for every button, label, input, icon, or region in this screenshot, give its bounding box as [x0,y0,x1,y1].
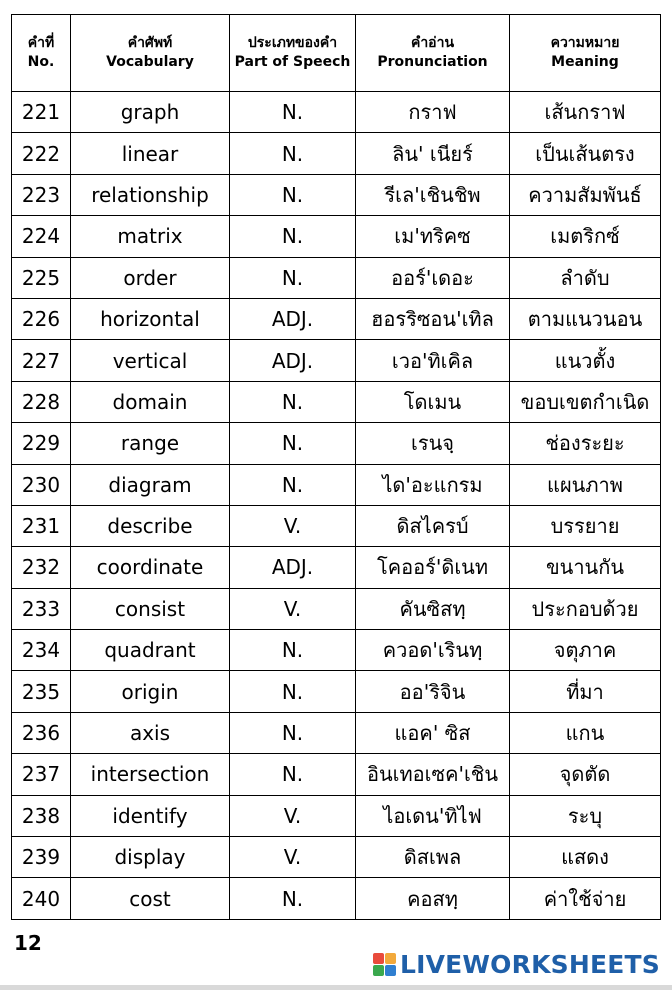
cell-pronunciation: คอสทฺ [356,878,510,919]
cell-number: 228 [12,381,71,422]
table-row [12,133,661,174]
cell-pronunciation: ดิสไครบ์ [356,505,510,546]
cell-meaning: บรรยาย [510,505,661,546]
cell-vocabulary: relationship [71,174,230,215]
cell-vocabulary: diagram [71,464,230,505]
cell-vocabulary: axis [71,712,230,753]
table-row [12,505,661,546]
cell-part-of-speech: V. [230,505,356,546]
cell-meaning: แนวตั้ง [510,340,661,381]
cell-pronunciation: เรนจฺ [356,423,510,464]
cell-vocabulary: display [71,837,230,878]
header-no: คำที่ No. [12,15,71,92]
cell-part-of-speech: N. [230,423,356,464]
cell-meaning: แสดง [510,837,661,878]
cell-vocabulary: identify [71,795,230,836]
cell-vocabulary: order [71,257,230,298]
cell-meaning: ช่องระยะ [510,423,661,464]
table-row [12,630,661,671]
table-row [12,712,661,753]
cell-number: 234 [12,630,71,671]
cell-meaning: เมตริกซ์ [510,216,661,257]
cell-pronunciation: แอค' ซิส [356,712,510,753]
cell-part-of-speech: N. [230,712,356,753]
cell-part-of-speech: N. [230,381,356,422]
cell-meaning: ระบุ [510,795,661,836]
table-row [12,547,661,588]
cell-number: 221 [12,92,71,133]
cell-number: 225 [12,257,71,298]
cell-number: 223 [12,174,71,215]
cell-part-of-speech: ADJ. [230,340,356,381]
cell-vocabulary: matrix [71,216,230,257]
cell-pronunciation: ได'อะแกรม [356,464,510,505]
cell-meaning: ลำดับ [510,257,661,298]
cell-vocabulary: consist [71,588,230,629]
cell-vocabulary: intersection [71,754,230,795]
cell-meaning: เป็นเส้นตรง [510,133,661,174]
liveworksheets-logo [373,948,660,980]
table-row [12,878,661,919]
cell-number: 224 [12,216,71,257]
cell-part-of-speech: N. [230,216,356,257]
brand-name: LIVEWORKSHEETS [399,949,660,979]
cell-number: 237 [12,754,71,795]
cell-part-of-speech: N. [230,630,356,671]
cell-meaning: ประกอบด้วย [510,588,661,629]
table-row [12,754,661,795]
cell-number: 222 [12,133,71,174]
cell-meaning: เส้นกราฟ [510,92,661,133]
cell-pronunciation: โคออร์'ดิเนท [356,547,510,588]
cell-part-of-speech: N. [230,754,356,795]
cell-meaning: จุดตัด [510,754,661,795]
cell-part-of-speech: N. [230,174,356,215]
cell-part-of-speech: V. [230,837,356,878]
cell-part-of-speech: N. [230,671,356,712]
cell-part-of-speech: V. [230,588,356,629]
cell-number: 232 [12,547,71,588]
cell-meaning: ขอบเขตกำเนิด [510,381,661,422]
cell-pronunciation: อินเทอเซค'เชิน [356,754,510,795]
cell-part-of-speech: N. [230,257,356,298]
table-row [12,381,661,422]
table-row [12,671,661,712]
cell-pronunciation: ดิสเพล [356,837,510,878]
cell-number: 235 [12,671,71,712]
page-number: 12 [14,931,42,955]
cell-meaning: ค่าใช้จ่าย [510,878,661,919]
cell-vocabulary: coordinate [71,547,230,588]
cell-meaning: ขนานกัน [510,547,661,588]
cell-pronunciation: ฮอรริซอน'เทิล [356,298,510,339]
vocabulary-table [11,14,661,920]
bottom-divider [0,985,672,990]
table-body [12,92,661,920]
cell-part-of-speech: N. [230,92,356,133]
cell-vocabulary: horizontal [71,298,230,339]
cell-vocabulary: origin [71,671,230,712]
cell-number: 240 [12,878,71,919]
cell-pronunciation: ไอเดน'ทิไฟ [356,795,510,836]
cell-meaning: แผนภาพ [510,464,661,505]
cell-number: 229 [12,423,71,464]
cell-pronunciation: ควอด'เรินทฺ [356,630,510,671]
cell-pronunciation: ออ'ริจิน [356,671,510,712]
header-pronunciation: คำอ่าน Pronunciation [356,15,510,92]
cell-meaning: จตุภาค [510,630,661,671]
brand-grid-icon [373,953,396,976]
cell-meaning: ตามแนวนอน [510,298,661,339]
cell-pronunciation: กราฟ [356,92,510,133]
cell-vocabulary: range [71,423,230,464]
cell-part-of-speech: ADJ. [230,547,356,588]
cell-meaning: ความสัมพันธ์ [510,174,661,215]
table-row [12,174,661,215]
cell-pronunciation: รีเล'เชินชิพ [356,174,510,215]
cell-part-of-speech: N. [230,464,356,505]
table-row [12,795,661,836]
header-vocabulary: คำศัพท์ Vocabulary [71,15,230,92]
cell-number: 230 [12,464,71,505]
table-row [12,588,661,629]
table-row [12,92,661,133]
cell-number: 226 [12,298,71,339]
cell-part-of-speech: N. [230,133,356,174]
cell-number: 227 [12,340,71,381]
cell-part-of-speech: N. [230,878,356,919]
cell-vocabulary: quadrant [71,630,230,671]
table-header-row [12,15,661,92]
cell-number: 233 [12,588,71,629]
cell-vocabulary: linear [71,133,230,174]
cell-vocabulary: graph [71,92,230,133]
cell-pronunciation: ออร์'เดอะ [356,257,510,298]
table-row [12,298,661,339]
table-row [12,257,661,298]
table-row [12,423,661,464]
cell-pronunciation: คันซิสทฺ [356,588,510,629]
header-part-of-speech: ประเภทของคำ Part of Speech [230,15,356,92]
cell-vocabulary: vertical [71,340,230,381]
table-row [12,837,661,878]
cell-part-of-speech: ADJ. [230,298,356,339]
cell-vocabulary: describe [71,505,230,546]
header-meaning: ความหมาย Meaning [510,15,661,92]
cell-part-of-speech: V. [230,795,356,836]
cell-meaning: แกน [510,712,661,753]
cell-pronunciation: โดเมน [356,381,510,422]
table-row [12,464,661,505]
cell-vocabulary: domain [71,381,230,422]
cell-pronunciation: เม'ทริคซ [356,216,510,257]
cell-pronunciation: ลิน' เนียร์ [356,133,510,174]
cell-number: 239 [12,837,71,878]
cell-number: 238 [12,795,71,836]
table-row [12,340,661,381]
table-row [12,216,661,257]
cell-vocabulary: cost [71,878,230,919]
cell-meaning: ที่มา [510,671,661,712]
cell-number: 231 [12,505,71,546]
cell-pronunciation: เวอ'ทิเคิล [356,340,510,381]
cell-number: 236 [12,712,71,753]
